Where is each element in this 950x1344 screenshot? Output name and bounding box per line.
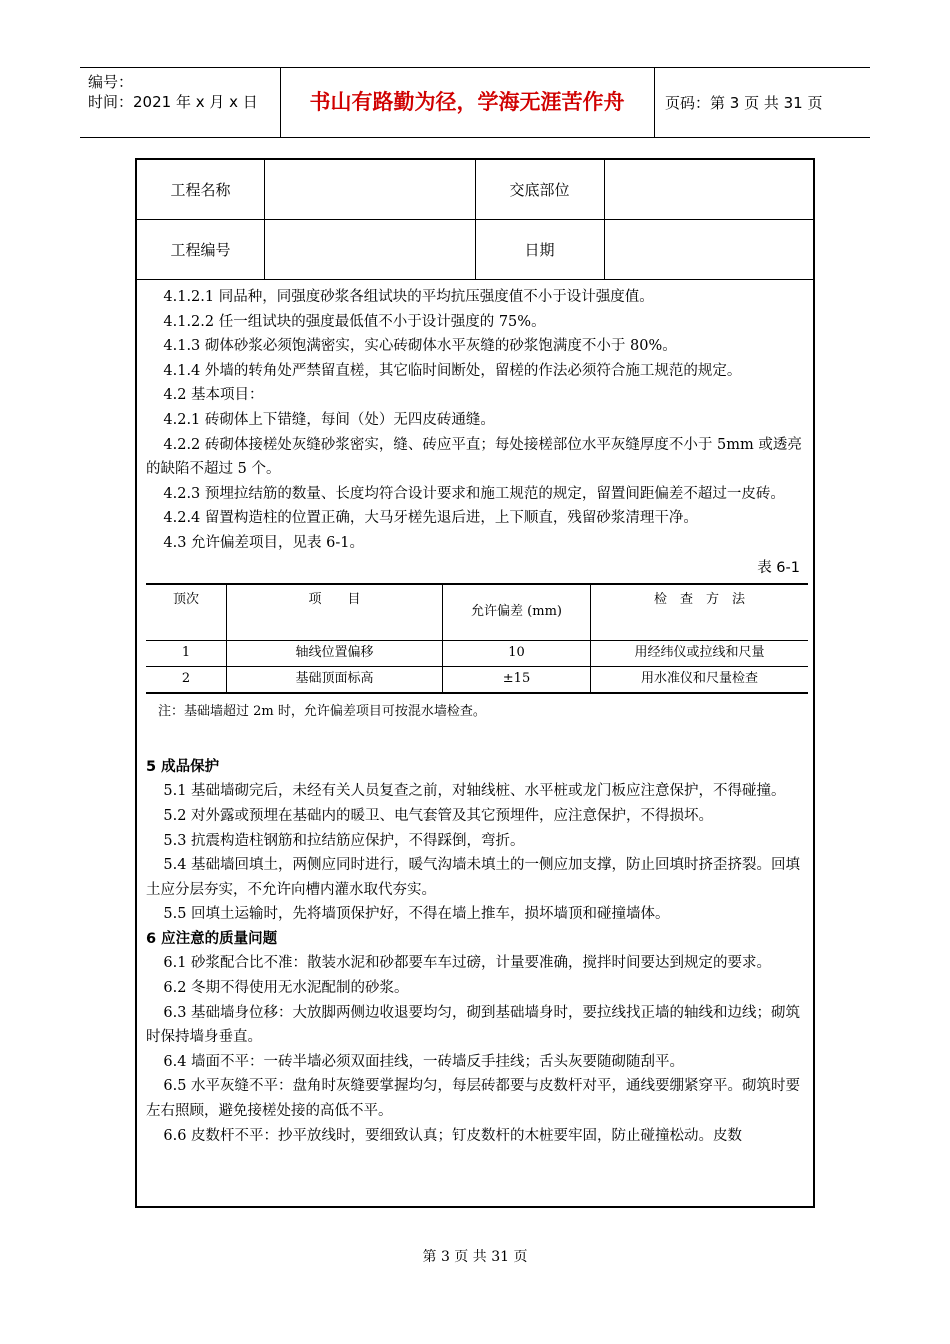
paragraph: 6.4 墙面不平：一砖半墙必须双面挂线，一砖墙反手挂线；舌头灰要随砌随刮平。 [163,1053,685,1070]
paragraph: 5.2 对外露或预埋在基础内的暖卫、电气套管及其它预埋件，应注意保护，不得损坏。 [163,807,714,824]
paragraph: 5.3 抗震构造柱钢筋和拉结筋应保护，不得踩倒，弯折。 [163,832,525,849]
handover-part-label: 交底部位 [509,181,570,199]
header-divider [654,68,655,137]
info-col-divider [264,160,265,280]
paragraph: 4.3 允许偏差项目，见表 6-1。 [163,534,365,551]
info-col-divider [604,160,605,280]
date-label: 日期 [524,241,555,259]
table-header-cell: 顶次 [146,584,227,641]
table-cell: 用经纬仪或拉线和尺量 [591,641,809,667]
project-number-label: 工程编号 [170,241,231,259]
paragraph: 4.1.2.2 任一组试块的强度最低值不小于设计强度的 75%。 [163,313,546,330]
table-row [146,641,808,667]
table-cell: 基础顶面标高 [227,667,443,694]
table-cell: ±15 [443,667,591,694]
table-cell: 10 [443,641,591,667]
paragraph: 5.1 基础墙砌完后，未经有关人员复查之前，对轴线桩、水平桩或龙门板应注意保护，不得碰撞。 [163,783,786,800]
table-caption: 表 6-1 [757,559,800,576]
paragraph: 4.2.2 砖砌体接槎处灰缝砂浆密实，缝、砖应平直；每处接槎部位水平灰缝厚度不小于 5mm 或透亮的缺陷不超过 5 个。 [146,436,802,478]
table-header-cell: 允许偏差 (mm) [443,584,591,641]
header-meta [88,72,258,112]
paragraph: 6.5 水平灰缝不平：盘角时灰缝要掌握均匀，每层砖都要与皮数杆对平，通线要绷紧穿平。砌筑时要左右照顾，避免接槎处接的高低不平。 [146,1078,801,1120]
table-header-row [146,584,808,641]
deviation-table [146,583,808,694]
paragraph: 4.2.1 砖砌体上下错缝，每间（处）无四皮砖通缝。 [163,411,495,428]
section-heading: 5 成品保护 [146,758,220,775]
number-label: 编号： [88,73,134,91]
paragraph: 4.1.3 砌体砂浆必须饱满密实，实心砖砌体水平灰缝的砂浆饱满度不小于 80%。 [163,338,677,355]
table-cell: 用水准仪和尺量检查 [591,667,809,694]
paragraph: 4.1.2.1 同品种，同强度砂浆各组试块的平均抗压强度值不小于设计强度值。 [163,289,654,305]
table-header-cell: 检 查 方 法 [591,584,809,641]
info-table [137,160,813,280]
table-cell: 1 [146,641,227,667]
header-motto: 书山有路勤为径，学海无涯苦作舟 [309,90,625,114]
table-cell: 2 [146,667,227,694]
quality-issues-section [146,951,808,1148]
section-heading: 6 应注意的质量问题 [146,930,278,947]
table-header-cell: 项 目 [227,584,443,641]
document-body [146,285,808,1148]
page-footer: 第 3 页 共 31 页 [422,1249,528,1265]
header-page-info: 页码：第 3 页 共 31 页 [665,94,823,112]
paragraph: 4.1.4 外墙的转角处严禁留直槎，其它临时间断处，留槎的作法必须符合施工规范的规定。 [163,362,742,379]
project-name-label: 工程名称 [170,181,231,199]
time-label: 时间：2021 年 x 月 x 日 [88,93,258,111]
page-header [80,67,870,138]
paragraph: 6.1 砂浆配合比不准：散装水泥和砂都要车车过磅，计量要准确，搅拌时间要达到规定的要求。 [163,955,772,972]
paragraph: 4.2.4 留置构造柱的位置正确，大马牙槎先退后进，上下顺直，残留砂浆清理干净。 [163,510,698,527]
paragraph: 5.4 基础墙回填土，两侧应同时进行，暖气沟墙未填土的一侧应加支撑，防止回填时挤歪挤裂。回填土应分层夯实，不允许向槽内灌水取代夯实。 [146,857,801,898]
paragraph: 5.5 回填土运输时，先将墙顶保护好，不得在墙上推车，损坏墙顶和碰撞墙体。 [163,906,670,923]
paragraph: 6.6 皮数杆不平：抄平放线时，要细致认真；钉皮数杆的木桩要牢固，防止碰撞松动。皮数 [163,1127,743,1144]
table-row [146,667,808,694]
product-protection-section [146,779,808,927]
paragraph: 6.3 基础墙身位移：大放脚两侧边收退要均匀，砌到基础墙身时，要拉线找正墙的轴线和边线；砌筑时保持墙身垂直。 [146,1004,801,1046]
quality-standard-section [146,285,808,556]
table-cell: 轴线位置偏移 [227,641,443,667]
paragraph: 6.2 冬期不得使用无水泥配制的砂浆。 [163,980,409,997]
document-frame [135,158,815,1208]
table-note: 注：基础墙超过 2m 时，允许偏差项目可按混水墙检查。 [158,704,486,720]
paragraph: 4.2.3 预埋拉结筋的数量、长度均符合设计要求和施工规范的规定，留置间距偏差不超过一皮砖。 [163,485,785,502]
paragraph: 4.2 基本项目： [163,387,264,404]
